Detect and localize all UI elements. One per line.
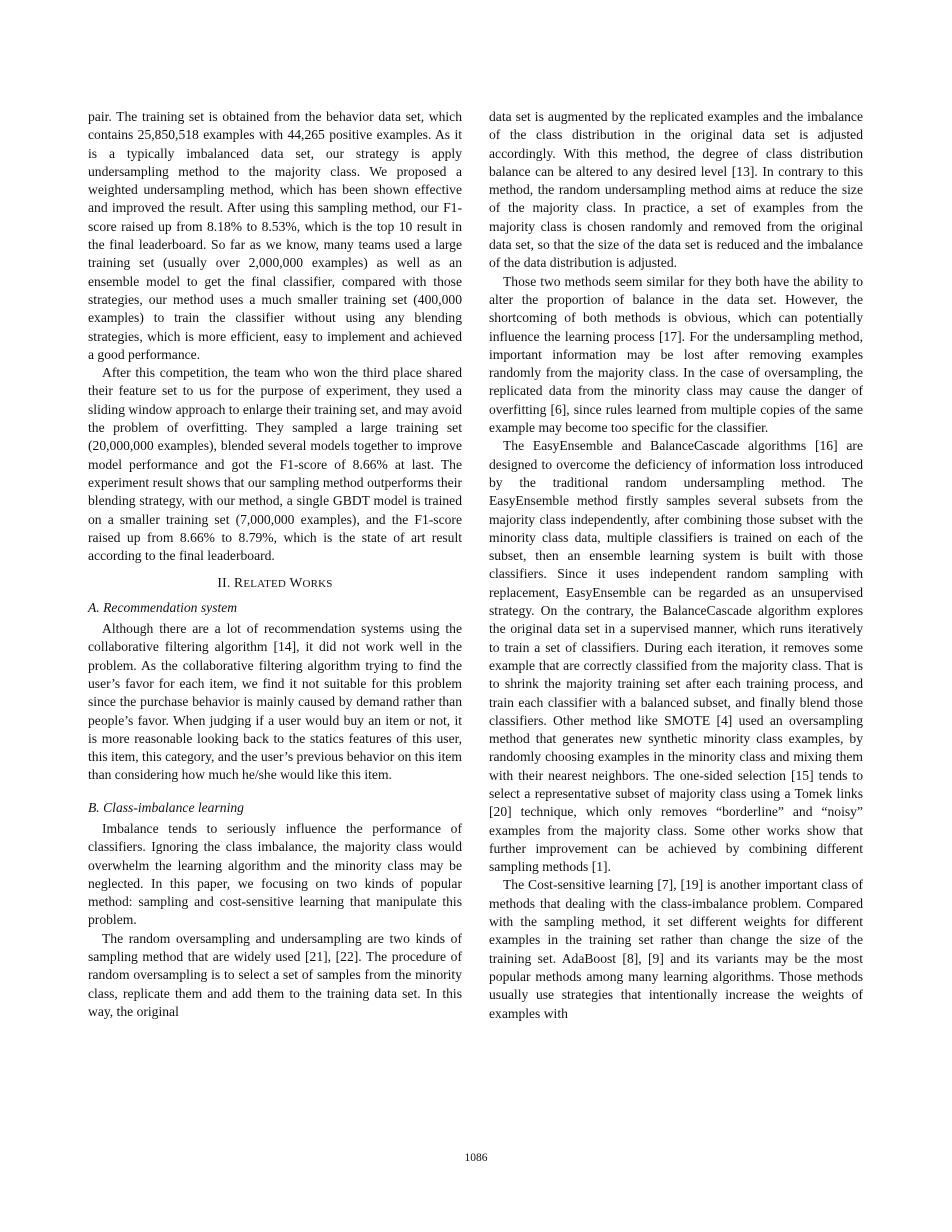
paragraph: The random oversampling and undersampling are two kinds of sampling method that are widely used [21], [22]. The procedure of random oversampling is to select a set of samples from the minority class, replicate them and add them to the training data set. In this way, the original bbox=[88, 930, 462, 1019]
section-title-initial: R bbox=[234, 575, 244, 591]
section-title-rest: ELATED bbox=[243, 578, 287, 591]
subsection-heading: B. Class-imbalance learning bbox=[88, 799, 244, 815]
paragraph: Imbalance tends to seriously influence the performance of classifiers. Ignoring the class imbalance, the majority class would overwhelm the learning algorithm and the minority class may be neglected. In this paper, we focusing on two kinds of popular method: sampling and cost-sensitive learning that manipulate this problem. bbox=[88, 820, 462, 928]
section-heading bbox=[88, 574, 462, 593]
section-title-rest: ORKS bbox=[302, 578, 333, 591]
left-column bbox=[88, 108, 462, 1021]
subsection-heading: A. Recommendation system bbox=[88, 599, 238, 615]
paragraph: pair. The training set is obtained from the behavior data set, which contains 25,850,518 examples with 44,265 positive examples. As it is a typically imbalanced data set, our strategy is apply undersampling method to the majority class. We proposed a weighted undersampling method, which has been shown effective and improved the result. After using this sampling method, our F1-score raised up from 8.18% to 8.53%, which is the top 10 result in the final leaderboard. So far as we know, many teams used a large training set (usually over 2,000,000 examples) as well as an ensemble model to get the final classifier, compared with those strategies, our method uses a much smaller training set (400,000 examples) to train the classifier without using any blending strategies, which is more efficient, easy to implement and achieved a good performance. bbox=[88, 109, 462, 362]
right-column bbox=[489, 108, 863, 1023]
paragraph: Those two methods seem similar for they both have the ability to alter the proportion of balance in the data set. However, the shortcoming of both methods is obvious, which can potentially influence the learning process [17]. For the undersampling method, important information may be lost after removing examples randomly from the majority class. In the case of oversampling, the replicated data from the minority class may cause the danger of overfitting [6], since rules learned from multiple copies of the same example may become too specific for the classifier. bbox=[489, 273, 863, 436]
section-title-initial: W bbox=[289, 575, 303, 591]
paragraph: The EasyEnsemble and BalanceCascade algorithms [16] are designed to overcome the deficiency of information loss introduced by the traditional random undersampling method. The EasyEnsemble method firstly samples several subsets from the majority class independently, after combining those subset with the minority class data, multiple classifiers is trained on each of the subset, then an ensemble learning system is built with those classifiers. Since it uses independent random sampling with replacement, EasyEnsemble can be regarded as an unsupervised strategy. On the contrary, the BalanceCascade algorithm explores the original data set in a supervised manner, which runs iteratively to train a set of classifiers. During each iteration, it removes some example that are correctly classified from the majority class. That is to shrink the majority training set after each training process, and train each classifier with a balanced subset, and finally blend those classifiers. Other method like SMOTE [4] used an oversampling method that generates new synthetic minority class examples, by randomly choosing examples in the minority class and mixing them with their nearest neighbors. The one-sided selection [15] tends to select a representative subset of majority class using a Tomek links [20] technique, which only removes “borderline” and “noisy” examples from the majority class. Some other works show that further improvement can be achieved by combining different sampling methods [1]. bbox=[489, 438, 863, 875]
paragraph: data set is augmented by the replicated examples and the imbalance of the class distribution in the original data set is adjusted accordingly. With this method, the degree of class distribution balance can be altered to any desired level [13]. In contrary to this method, the random undersampling method aims at reduce the size of the majority class. In practice, a set of examples from the majority class is chosen randomly and removed from the original data set, so that the size of the data set is reduced and the imbalance of the data distribution is adjusted. bbox=[489, 109, 863, 271]
paragraph: The Cost-sensitive learning [7], [19] is another important class of methods that dealing with the class-imbalance problem. Compared with the sampling method, it set different weights for different examples in the training set rather than change the size of the training set. AdaBoost [8], [9] and its variants may be the most popular methods among many learning algorithms. Those methods usually use strategies that intentionally increase the weights of examples with bbox=[489, 877, 863, 1021]
section-number: II. bbox=[217, 575, 231, 591]
paragraph: Although there are a lot of recommendation systems using the collaborative filtering algorithm [14], it did not work well in the problem. As the collaborative filtering algorithm trying to find the user’s favor for each item, we find it not suitable for this problem since the purchase behavior is mainly caused by demand rather than people’s favor. When judging if a user would buy an item or not, it is more reasonable looking back to the statics features of this user, this item, this category, and the user’s previous behavior on this item than considering how much he/she would like this item. bbox=[88, 621, 462, 783]
paragraph: After this competition, the team who won the third place shared their feature set to us for the purpose of experiment, they used a sliding window approach to enlarge their training set, and may avoid the problem of overfitting. They sampled a large training set (20,000,000 examples), blended several models together to improve model performance and got the F1-score of 8.66% at last. The experiment result shows that our sampling method outperforms their blending strategy, with our method, a single GBDT model is trained on a smaller training set (7,000,000 examples), and the F1-score raised up from 8.66% to 8.79%, which is the state of art result according to the final leaderboard. bbox=[88, 365, 462, 564]
page-number: 1086 bbox=[464, 1152, 488, 1164]
